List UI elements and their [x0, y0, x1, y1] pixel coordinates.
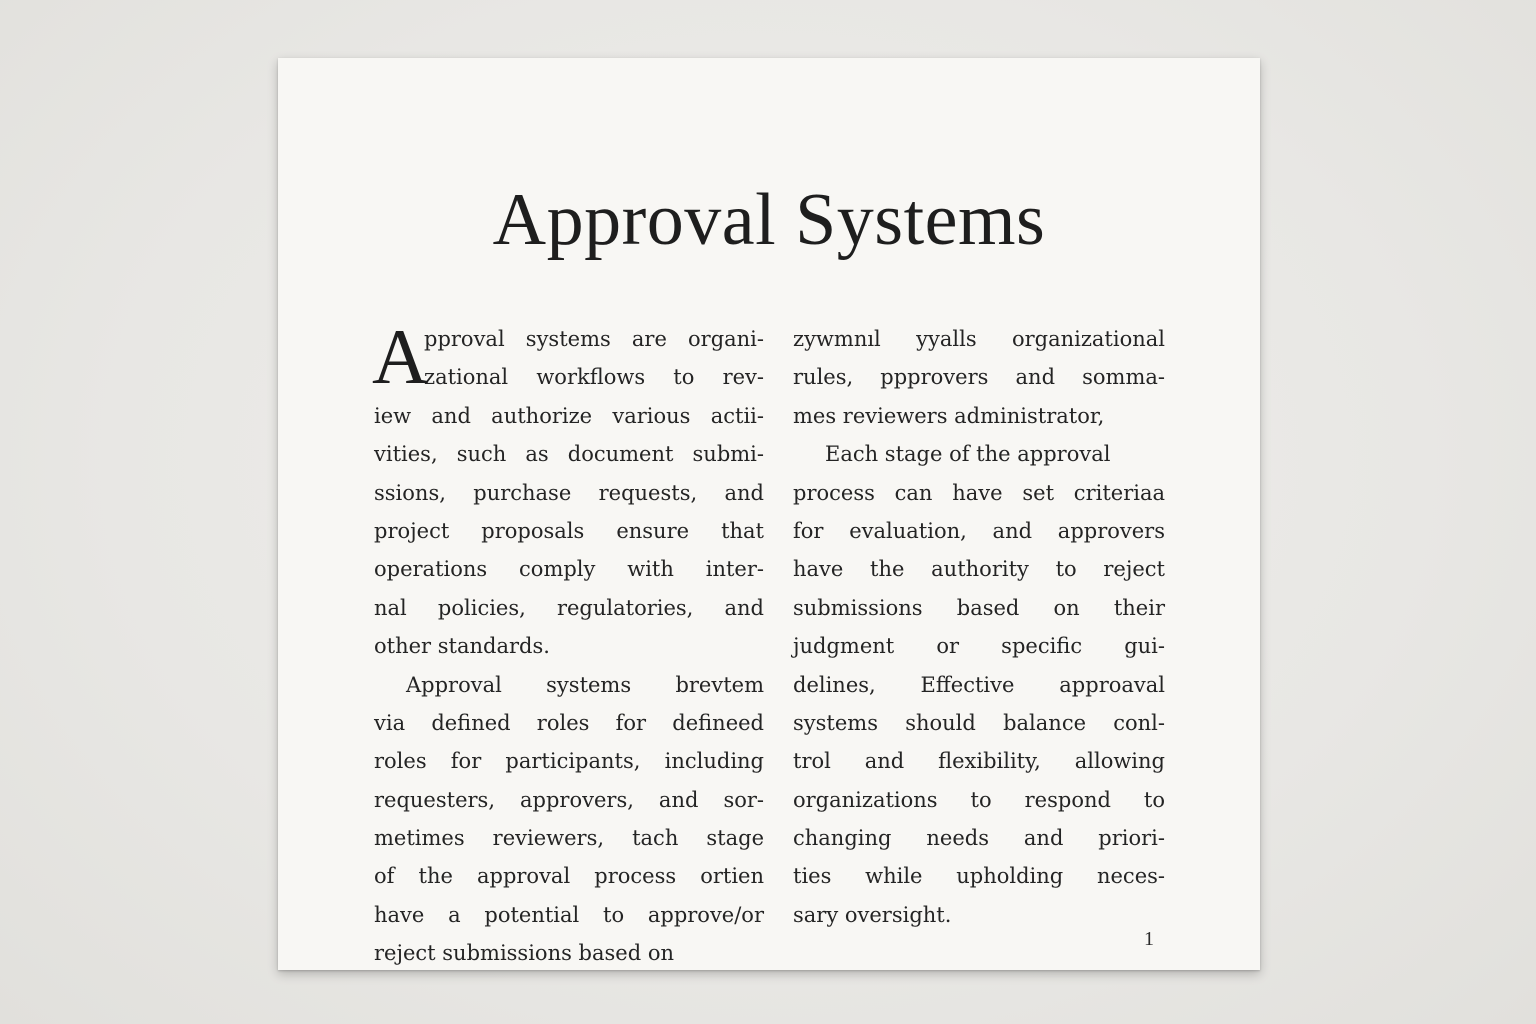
text-line: judgment or specific gui-	[793, 634, 1165, 659]
text-line: mes reviewers administrator,	[793, 403, 1105, 428]
text-line: have a potential to approve/or	[374, 902, 764, 927]
text-line: of the approval process ortien	[374, 864, 764, 889]
text-line: ties while upholding neces-	[793, 864, 1165, 889]
text-line: organizations to respond to	[793, 787, 1165, 812]
text-line: other standards.	[374, 634, 550, 659]
text-line: Each stage of the approval	[825, 442, 1111, 467]
text-line: trol and flexibility, allowing	[793, 749, 1165, 774]
drop-cap: A	[372, 313, 429, 400]
text-line: Approval systems brevtem	[406, 672, 764, 697]
document-page	[278, 58, 1260, 970]
text-line: via defined roles for defineed	[374, 710, 764, 735]
text-line: pproval systems are organi-	[424, 327, 764, 351]
text-line: iew and authorize various actii-	[374, 403, 764, 428]
right-column	[793, 320, 1165, 934]
text-line: requesters, approvers, and sor-	[374, 787, 764, 812]
text-line: project proposals ensure that	[374, 518, 764, 543]
text-line: systems should balance conl-	[793, 710, 1165, 735]
text-line: have the authority to reject	[793, 557, 1165, 582]
text-line: vities, such as document submi-	[374, 442, 764, 467]
page-title: Approval Systems	[492, 179, 1046, 261]
text-line: reject submissions based on	[374, 941, 674, 966]
text-line: metimes reviewers, tach stage	[374, 826, 764, 851]
text-line: process can have set criteriaa	[793, 480, 1165, 505]
text-line: ssions, purchase requests, and	[374, 480, 764, 505]
text-line: sary oversight.	[793, 902, 952, 927]
page-number: 1	[1144, 928, 1154, 950]
text-line: for evaluation, and approvers	[793, 518, 1165, 543]
left-column	[372, 313, 764, 973]
text-line: delines, Effective approaval	[793, 672, 1165, 697]
text-line: changing needs and priori-	[793, 826, 1165, 851]
text-line: nal policies, regulatories, and	[374, 595, 764, 620]
text-line: roles for participants, including	[374, 749, 764, 774]
text-line: operations comply with inter-	[374, 557, 764, 582]
text-line: submissions based on their	[793, 595, 1165, 620]
text-line: zywmnıl yyalls organizational	[793, 327, 1165, 351]
text-line: rules, ppprovers and somma-	[793, 365, 1165, 390]
text-line: zational workflows to rev-	[424, 365, 764, 390]
